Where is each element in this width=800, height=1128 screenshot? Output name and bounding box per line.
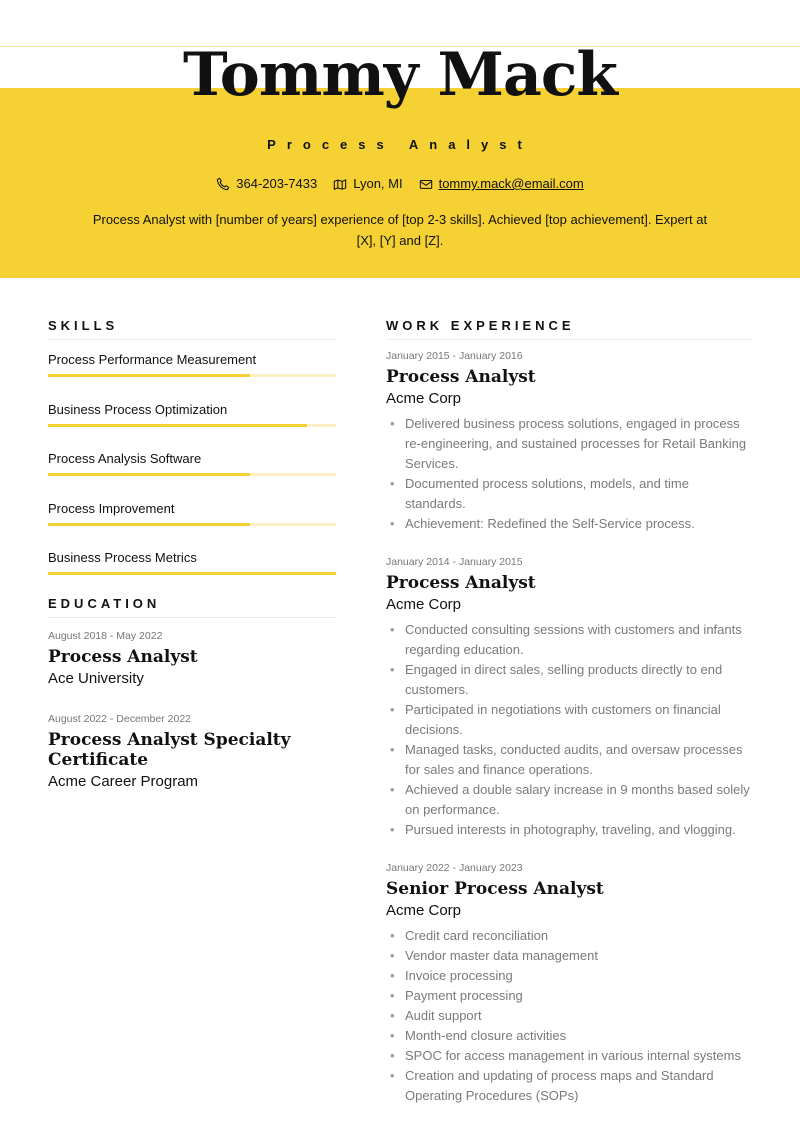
job-bullet: • Participated in negotiations with customers on financial decisions. bbox=[386, 700, 752, 740]
job-bullets bbox=[386, 414, 752, 534]
location-text: Lyon, MI bbox=[353, 176, 403, 191]
job-entry bbox=[386, 350, 752, 534]
skill-bar bbox=[48, 523, 336, 526]
contact-row bbox=[0, 176, 800, 191]
education-degree: Process Analyst bbox=[48, 646, 198, 667]
job-company: Acme Corp bbox=[386, 596, 462, 613]
job-bullet: • Invoice processing bbox=[386, 966, 752, 986]
job-entry bbox=[386, 862, 752, 1106]
skill-level-fill bbox=[48, 424, 307, 427]
skill-bar bbox=[48, 572, 336, 575]
job-date: January 2014 - January 2015 bbox=[386, 556, 523, 568]
job-bullet: • Managed tasks, conducted audits, and oversaw processes for sales and finance operations. bbox=[386, 740, 752, 780]
skill-level-fill bbox=[48, 473, 250, 476]
candidate-role: Process Analyst bbox=[267, 137, 533, 152]
job-bullet: • Credit card reconciliation bbox=[386, 926, 752, 946]
job-bullet: • Month-end closure activities bbox=[386, 1026, 752, 1046]
job-bullet: • Achieved a double salary increase in 9 months based solely on performance. bbox=[386, 780, 752, 820]
education-entry bbox=[48, 630, 336, 687]
skill-item bbox=[48, 390, 336, 440]
skill-label: Process Analysis Software bbox=[48, 451, 202, 466]
job-bullet: • Achievement: Redefined the Self-Service process. bbox=[386, 514, 752, 534]
job-bullets bbox=[386, 620, 752, 840]
job-bullets bbox=[386, 926, 752, 1106]
job-list bbox=[386, 350, 752, 1106]
skill-bar bbox=[48, 424, 336, 427]
skill-label: Business Process Metrics bbox=[48, 550, 197, 565]
skill-item bbox=[48, 489, 336, 539]
skill-label: Process Improvement bbox=[48, 500, 175, 516]
job-bullet: • Delivered business process solutions, engaged in process re-engineering, and sustained processes for Retail Banking Services. bbox=[386, 414, 752, 474]
job-bullet: • Payment processing bbox=[386, 986, 752, 1006]
envelope-icon bbox=[419, 177, 433, 191]
job-company: Acme Corp bbox=[386, 390, 462, 407]
phone-text: 364-203-7433 bbox=[236, 176, 318, 191]
job-title: Senior Process Analyst bbox=[386, 879, 604, 899]
education-date: August 2022 - December 2022 bbox=[48, 712, 192, 725]
experience-divider bbox=[386, 339, 752, 340]
experience-heading: WORK EXPERIENCE bbox=[386, 318, 575, 333]
job-bullet: • Vendor master data management bbox=[386, 946, 752, 966]
job-bullet: • Documented process solutions, models, and time standards. bbox=[386, 474, 752, 514]
skill-bar bbox=[48, 374, 336, 377]
skill-label: Business Process Optimization bbox=[48, 401, 228, 417]
skill-bar bbox=[48, 473, 336, 476]
education-list bbox=[48, 630, 336, 790]
skills-list bbox=[48, 340, 336, 588]
job-bullet: • Pursued interests in photography, traveling, and vlogging. bbox=[386, 820, 752, 840]
skill-item bbox=[48, 439, 336, 489]
education-school: Acme Career Program bbox=[48, 772, 199, 790]
right-column bbox=[386, 318, 752, 1106]
job-date: January 2015 - January 2016 bbox=[386, 350, 523, 362]
contact-email[interactable] bbox=[419, 176, 584, 191]
job-bullet: • Conducted consulting sessions with customers and infants regarding education. bbox=[386, 620, 752, 660]
education-heading: EDUCATION bbox=[48, 595, 161, 611]
job-entry bbox=[386, 556, 752, 840]
contact-location bbox=[333, 176, 402, 191]
map-icon bbox=[333, 177, 347, 191]
education-divider bbox=[48, 617, 336, 618]
job-title: Process Analyst bbox=[386, 573, 536, 593]
summary-text: Process Analyst with [number of years] experience of [top 2-3 skills]. Achieved [top achievement]. Expert at [X], [Y] and [Z]. bbox=[92, 212, 708, 248]
phone-icon bbox=[216, 177, 230, 191]
job-bullet: • Engaged in direct sales, selling products directly to end customers. bbox=[386, 660, 752, 700]
skill-item bbox=[48, 340, 336, 390]
job-bullet: • Audit support bbox=[386, 1006, 752, 1026]
skill-item bbox=[48, 538, 336, 588]
education-school: Ace University bbox=[48, 669, 144, 687]
email-link[interactable]: tommy.mack@email.com bbox=[438, 176, 584, 191]
job-company: Acme Corp bbox=[386, 902, 462, 919]
contact-phone bbox=[216, 176, 317, 191]
education-date: August 2018 - May 2022 bbox=[48, 629, 163, 642]
skills-heading: SKILLS bbox=[48, 318, 119, 333]
left-column bbox=[48, 318, 336, 790]
skill-level-fill bbox=[48, 572, 336, 575]
education-entry bbox=[48, 713, 336, 790]
skill-level-fill bbox=[48, 523, 250, 526]
job-title: Process Analyst bbox=[386, 367, 536, 387]
job-bullet: • SPOC for access management in various internal systems bbox=[386, 1046, 752, 1066]
education-degree: Process Analyst Specialty Certificate bbox=[48, 729, 291, 770]
skill-level-fill bbox=[48, 374, 250, 377]
skill-label: Process Performance Measurement bbox=[48, 352, 257, 367]
job-bullet: • Creation and updating of process maps and Standard Operating Procedures (SOPs) bbox=[386, 1066, 752, 1106]
candidate-name: Tommy Mack bbox=[183, 40, 617, 110]
job-date: January 2022 - January 2023 bbox=[386, 862, 523, 874]
